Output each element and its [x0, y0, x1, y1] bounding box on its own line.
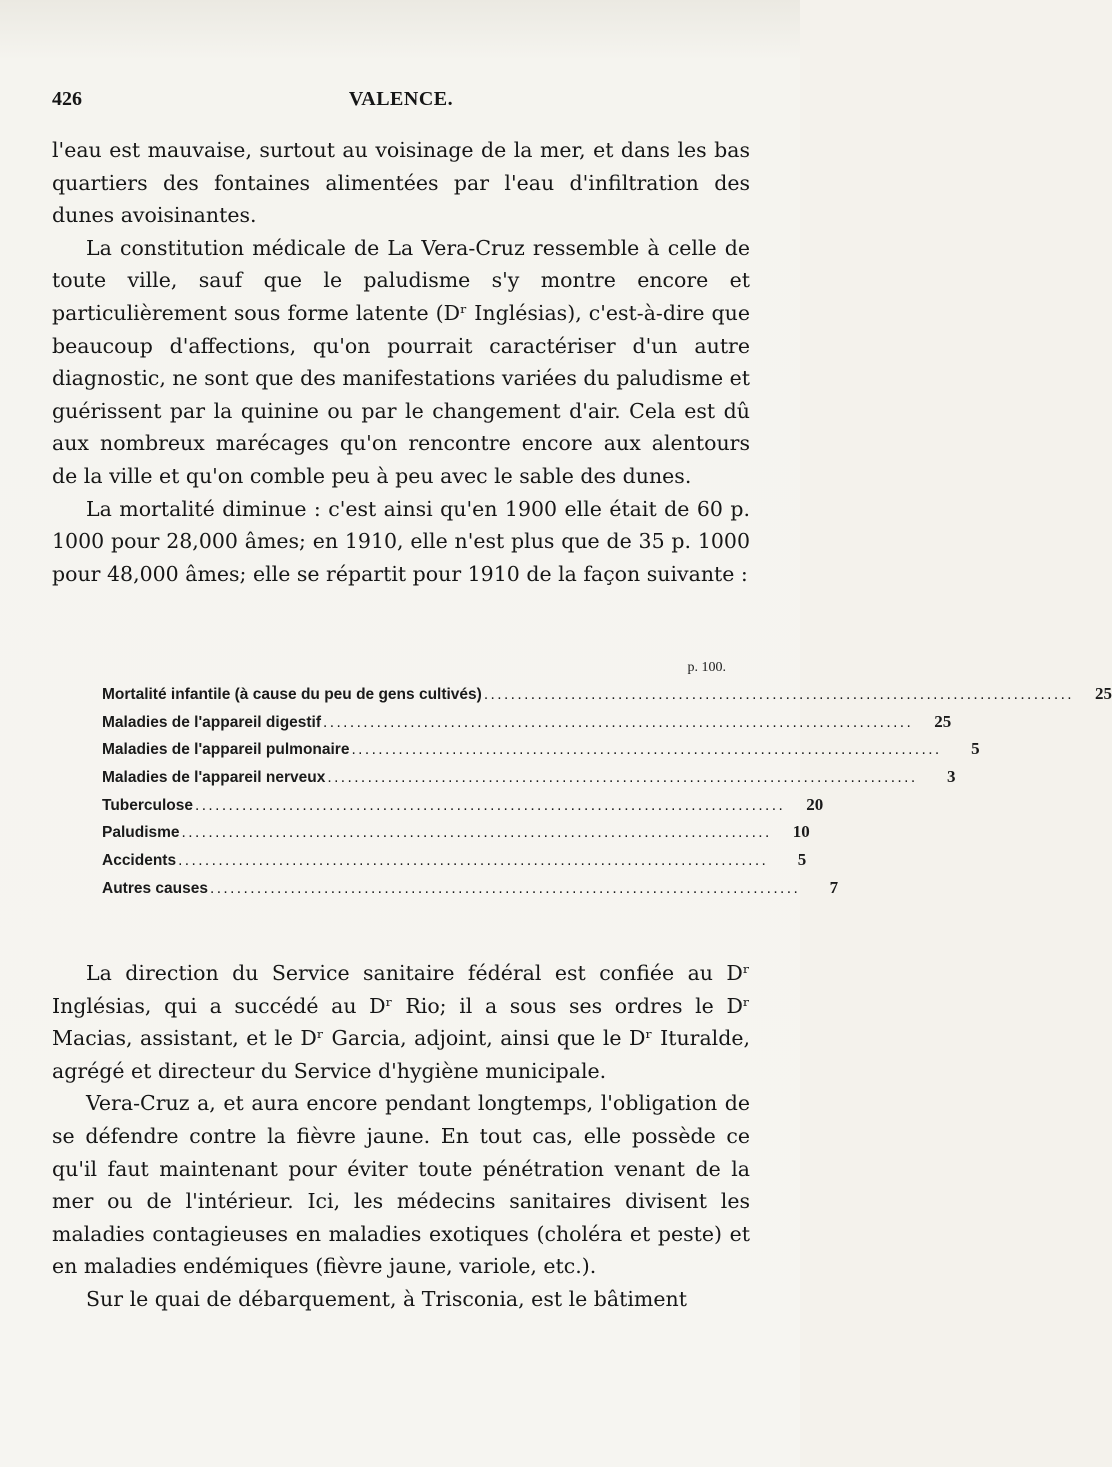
paragraph-sanitary-service: La direction du Service sanitaire fédéral est confiée au Dʳ Inglésias, qui a succédé au Dʳ Rio; il a sous ses ordres le Dʳ Macias, assistant, et le Dʳ Garcia, adjoint, ainsi que le Dʳ Ituralde, agrégé et directeur du Service d'hygiène municipale.	[52, 961, 750, 1083]
table-unit-label: p. 100.	[687, 660, 726, 675]
dot-leader: ........................................................................................	[178, 852, 769, 870]
dot-leader: ........................................................................................	[483, 686, 1075, 703]
row-label: Mortalité infantile (à cause du peu de gens cultivés)	[102, 686, 482, 703]
dot-leader: ........................................................................................	[323, 713, 914, 731]
dot-leader: ........................................................................................	[181, 824, 772, 842]
row-label: Maladies de l'appareil digestif	[102, 713, 322, 731]
paragraph-quay: Sur le quai de débarquement, à Trisconia, est le bâtiment	[86, 1286, 687, 1311]
row-value: 10	[792, 822, 810, 842]
row-label: Maladies de l'appareil nerveux	[102, 769, 326, 787]
text-block-top	[52, 134, 750, 590]
row-value: 5	[797, 850, 807, 870]
table-row	[102, 877, 839, 906]
row-value: 5	[971, 739, 980, 759]
paragraph-continuation: l'eau est mauvaise, surtout au voisinage de la mer, et dans les bas quartiers des fontaines alimentées par l'eau d'infiltration des dunes avoisinantes.	[52, 138, 750, 228]
row-value: 25	[1095, 684, 1112, 703]
paragraph-mortality: La mortalité diminue : c'est ainsi qu'en 1900 elle était de 60 p. 1000 pour 28,000 âmes; en 1910, elle n'est plus que de 35 p. 1000 pour 48,000 âmes; elle se répartit pour 1910 de la façon suivante :	[52, 496, 750, 586]
row-label: Maladies de l'appareil pulmonaire	[102, 741, 350, 759]
row-value: 25	[934, 711, 952, 731]
dot-leader: ........................................................................................	[195, 796, 786, 814]
row-value: 7	[829, 877, 839, 897]
row-label: Paludisme	[102, 824, 180, 842]
row-label: Autres causes	[102, 879, 208, 897]
paragraph-yellow-fever: Vera-Cruz a, et aura encore pendant longtemps, l'obligation de se défendre contre la fièvre jaune. En tout cas, elle possède ce qu'il faut maintenant pour éviter toute pénétration venant de la mer ou de l'intérieur. Ici, les médecins sanitaires divisent les maladies contagieuses en maladies exotiques (choléra et peste) et en maladies endémiques (fièvre jaune, variole, etc.).	[52, 1091, 750, 1279]
dot-leader: ........................................................................................	[327, 769, 918, 787]
dot-leader: ........................................................................................	[209, 879, 801, 897]
table-row	[102, 767, 956, 795]
table-row	[102, 822, 810, 850]
table-row	[102, 711, 952, 740]
table-row	[102, 850, 807, 878]
page-header	[52, 88, 750, 118]
page-number: 426	[52, 88, 82, 110]
row-value: 20	[806, 794, 824, 814]
table-row	[102, 739, 980, 767]
row-label: Tuberculose	[102, 796, 194, 814]
paragraph-medical-constitution: La constitution médicale de La Vera-Cruz ressemble à celle de toute ville, sauf que le paludisme s'y montre encore et particulièrement sous forme latente (Dʳ Inglésias), c'est-à-dire que beaucoup d'affections, qu'on pourrait caractériser d'un autre diagnostic, ne sont que des manifestations variées du paludisme et guérissent par la quinine ou par le changement d'air. Cela est dû aux nombreux marécages qu'on rencontre encore aux alentours de la ville et qu'on comble peu à peu avec le sable des dunes.	[52, 235, 750, 488]
table-row	[102, 684, 1112, 712]
dot-leader: ........................................................................................	[351, 741, 942, 759]
table-row	[102, 794, 824, 823]
mortality-table	[102, 660, 1112, 906]
row-label: Accidents	[102, 852, 177, 870]
text-block-bottom	[52, 957, 750, 1316]
row-value: 3	[947, 767, 956, 787]
running-title: VALENCE.	[348, 88, 454, 110]
